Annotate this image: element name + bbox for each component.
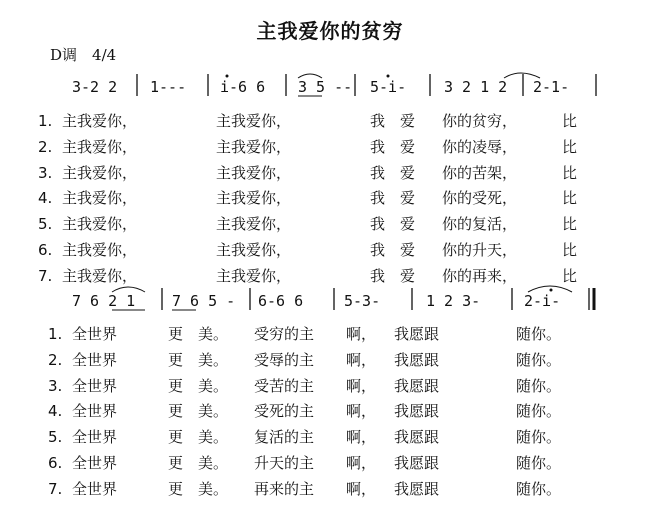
s2-verse-f: 随你。 bbox=[516, 350, 562, 369]
s2-verse-row bbox=[0, 425, 660, 450]
s2-verse-d: 啊， bbox=[346, 325, 377, 343]
s1-verse-c: 我 爱 bbox=[370, 137, 416, 156]
s1-verse-c: 我 爱 bbox=[370, 215, 416, 234]
s1-verse-b: 主我爱你， bbox=[216, 112, 292, 130]
s2-verse-row bbox=[0, 399, 660, 424]
svg-text:5-i-: 5-i- bbox=[370, 78, 407, 96]
s1-verse-e: 比 bbox=[562, 189, 578, 208]
svg-text:1---: 1--- bbox=[150, 78, 187, 96]
s1-verse-e: 比 bbox=[562, 266, 578, 285]
s2-verse-num: 5. bbox=[48, 428, 63, 447]
s1-verse-b: 主我爱你， bbox=[216, 266, 292, 285]
s2-verse-e: 我愿跟 bbox=[394, 402, 440, 421]
s2-verse-d: 啊， bbox=[346, 350, 377, 369]
s2-verse-f: 随你。 bbox=[516, 479, 562, 498]
s2-verse-a: 全世界 bbox=[72, 428, 118, 447]
s2-verse-a: 全世界 bbox=[72, 402, 118, 421]
s2-verse-e: 我愿跟 bbox=[394, 428, 440, 447]
s2-verse-num: 6. bbox=[48, 454, 63, 472]
s2-verse-num: 7. bbox=[48, 479, 63, 498]
s1-verse-d: 你的受死， bbox=[442, 189, 518, 208]
s1-verse-d: 你的升天， bbox=[442, 241, 518, 259]
s2-verse-num: 4. bbox=[48, 402, 63, 421]
s1-verse-c: 我 爱 bbox=[370, 266, 416, 285]
s1-verse-c: 我 爱 bbox=[370, 112, 416, 130]
s1-verse-row bbox=[0, 161, 660, 186]
s1-verse-d: 你的凌辱， bbox=[442, 137, 518, 156]
svg-text:2-i-: 2-i- bbox=[524, 292, 561, 310]
s2-verse-row bbox=[0, 477, 660, 502]
s1-verse-c: 我 爱 bbox=[370, 163, 416, 182]
s1-verse-d: 你的贫穷， bbox=[442, 112, 518, 130]
s1-verse-a: 主我爱你， bbox=[62, 241, 138, 259]
s2-verse-e: 我愿跟 bbox=[394, 376, 440, 395]
s2-verse-num: 2. bbox=[48, 350, 63, 369]
s1-verse-a: 主我爱你， bbox=[62, 137, 138, 156]
s2-verse-c: 受穷的主 bbox=[254, 325, 315, 343]
s1-verse-row bbox=[0, 264, 660, 289]
s2-verse-d: 啊， bbox=[346, 479, 377, 498]
s2-verse-b: 更 美。 bbox=[168, 325, 229, 343]
s1-verse-a: 主我爱你， bbox=[62, 189, 138, 208]
s2-verse-row bbox=[0, 322, 660, 347]
s2-verse-a: 全世界 bbox=[72, 376, 118, 395]
s2-verse-row bbox=[0, 451, 660, 476]
s1-verse-a: 主我爱你， bbox=[62, 112, 138, 130]
s2-verse-c: 升天的主 bbox=[254, 454, 315, 472]
s2-verse-c: 复活的主 bbox=[254, 428, 315, 447]
s2-verse-d: 啊， bbox=[346, 376, 377, 395]
s2-verse-b: 更 美。 bbox=[168, 376, 229, 395]
s1-verse-num: 6. bbox=[38, 241, 53, 259]
s1-verse-num: 3. bbox=[38, 163, 53, 182]
s2-verse-f: 随你。 bbox=[516, 402, 562, 421]
song-title: 主我爱你的贫穷 bbox=[256, 19, 404, 43]
s2-verse-f: 随你。 bbox=[516, 428, 562, 447]
s1-verse-d: 你的再来， bbox=[442, 266, 518, 285]
s2-verse-c: 受死的主 bbox=[254, 402, 315, 421]
s1-verse-c: 我 爱 bbox=[370, 241, 416, 259]
s2-verse-b: 更 美。 bbox=[168, 454, 229, 472]
s2-verse-b: 更 美。 bbox=[168, 428, 229, 447]
key-signature: D调 4/4 bbox=[50, 46, 117, 64]
s1-verse-a: 主我爱你， bbox=[62, 163, 138, 182]
s2-verse-row bbox=[0, 348, 660, 373]
s2-verse-c: 受苦的主 bbox=[254, 376, 315, 395]
s1-verse-e: 比 bbox=[562, 112, 578, 130]
svg-text:1 2 3-: 1 2 3- bbox=[426, 292, 481, 310]
s1-verse-e: 比 bbox=[562, 241, 578, 259]
s2-verse-c: 受辱的主 bbox=[254, 350, 315, 369]
s2-verse-num: 3. bbox=[48, 376, 63, 395]
s2-verse-b: 更 美。 bbox=[168, 350, 229, 369]
s1-verse-row bbox=[0, 212, 660, 237]
svg-text:i-6 6: i-6 6 bbox=[220, 78, 266, 96]
s2-verse-c: 再来的主 bbox=[254, 479, 315, 498]
svg-text:3 2 1 2: 3 2 1 2 bbox=[444, 78, 508, 96]
s1-verse-b: 主我爱你， bbox=[216, 163, 292, 182]
s2-verse-a: 全世界 bbox=[72, 350, 118, 369]
s2-verse-d: 啊， bbox=[346, 454, 377, 472]
svg-text:7 6 5 -: 7 6 5 - bbox=[172, 292, 236, 310]
svg-text:7 6 2 1: 7 6 2 1 bbox=[72, 292, 136, 310]
s2-verse-f: 随你。 bbox=[516, 454, 562, 472]
s1-verse-row bbox=[0, 109, 660, 134]
s1-verse-row bbox=[0, 186, 660, 211]
svg-text:6-6 6: 6-6 6 bbox=[258, 292, 304, 310]
s1-verse-d: 你的苦架， bbox=[442, 163, 518, 182]
s1-verse-row bbox=[0, 238, 660, 263]
s1-verse-a: 主我爱你， bbox=[62, 215, 138, 234]
s1-verse-e: 比 bbox=[562, 137, 578, 156]
s2-verse-e: 我愿跟 bbox=[394, 350, 440, 369]
s2-verse-b: 更 美。 bbox=[168, 402, 229, 421]
svg-text:3-2 2: 3-2 2 bbox=[72, 78, 118, 96]
s2-verse-e: 我愿跟 bbox=[394, 479, 440, 498]
svg-text:3 5 --: 3 5 -- bbox=[298, 78, 353, 96]
s2-verse-a: 全世界 bbox=[72, 454, 118, 472]
s2-verse-e: 我愿跟 bbox=[394, 325, 440, 343]
s1-verse-num: 4. bbox=[38, 189, 53, 208]
s1-verse-e: 比 bbox=[562, 163, 578, 182]
svg-text:2-1-: 2-1- bbox=[533, 78, 570, 96]
s2-verse-d: 啊， bbox=[346, 402, 377, 421]
s2-verse-f: 随你。 bbox=[516, 376, 562, 395]
s2-verse-b: 更 美。 bbox=[168, 479, 229, 498]
s2-verse-a: 全世界 bbox=[72, 479, 118, 498]
s1-verse-b: 主我爱你， bbox=[216, 137, 292, 156]
s1-verse-a: 主我爱你， bbox=[62, 266, 138, 285]
s2-verse-row bbox=[0, 374, 660, 399]
s1-verse-c: 我 爱 bbox=[370, 189, 416, 208]
s2-verse-a: 全世界 bbox=[72, 325, 118, 343]
s1-verse-num: 1. bbox=[38, 112, 53, 130]
s2-verse-e: 我愿跟 bbox=[394, 454, 440, 472]
s1-verse-num: 7. bbox=[38, 266, 53, 285]
s2-verse-num: 1. bbox=[48, 325, 63, 343]
s1-verse-e: 比 bbox=[562, 215, 578, 234]
s1-verse-b: 主我爱你， bbox=[216, 189, 292, 208]
svg-text:5-3-: 5-3- bbox=[344, 292, 381, 310]
s1-verse-num: 5. bbox=[38, 215, 53, 234]
s1-verse-b: 主我爱你， bbox=[216, 241, 292, 259]
s1-verse-b: 主我爱你， bbox=[216, 215, 292, 234]
s2-verse-f: 随你。 bbox=[516, 325, 562, 343]
s1-verse-d: 你的复活， bbox=[442, 215, 518, 234]
s2-verse-d: 啊， bbox=[346, 428, 377, 447]
s1-verse-num: 2. bbox=[38, 137, 53, 156]
s1-verse-row bbox=[0, 135, 660, 160]
